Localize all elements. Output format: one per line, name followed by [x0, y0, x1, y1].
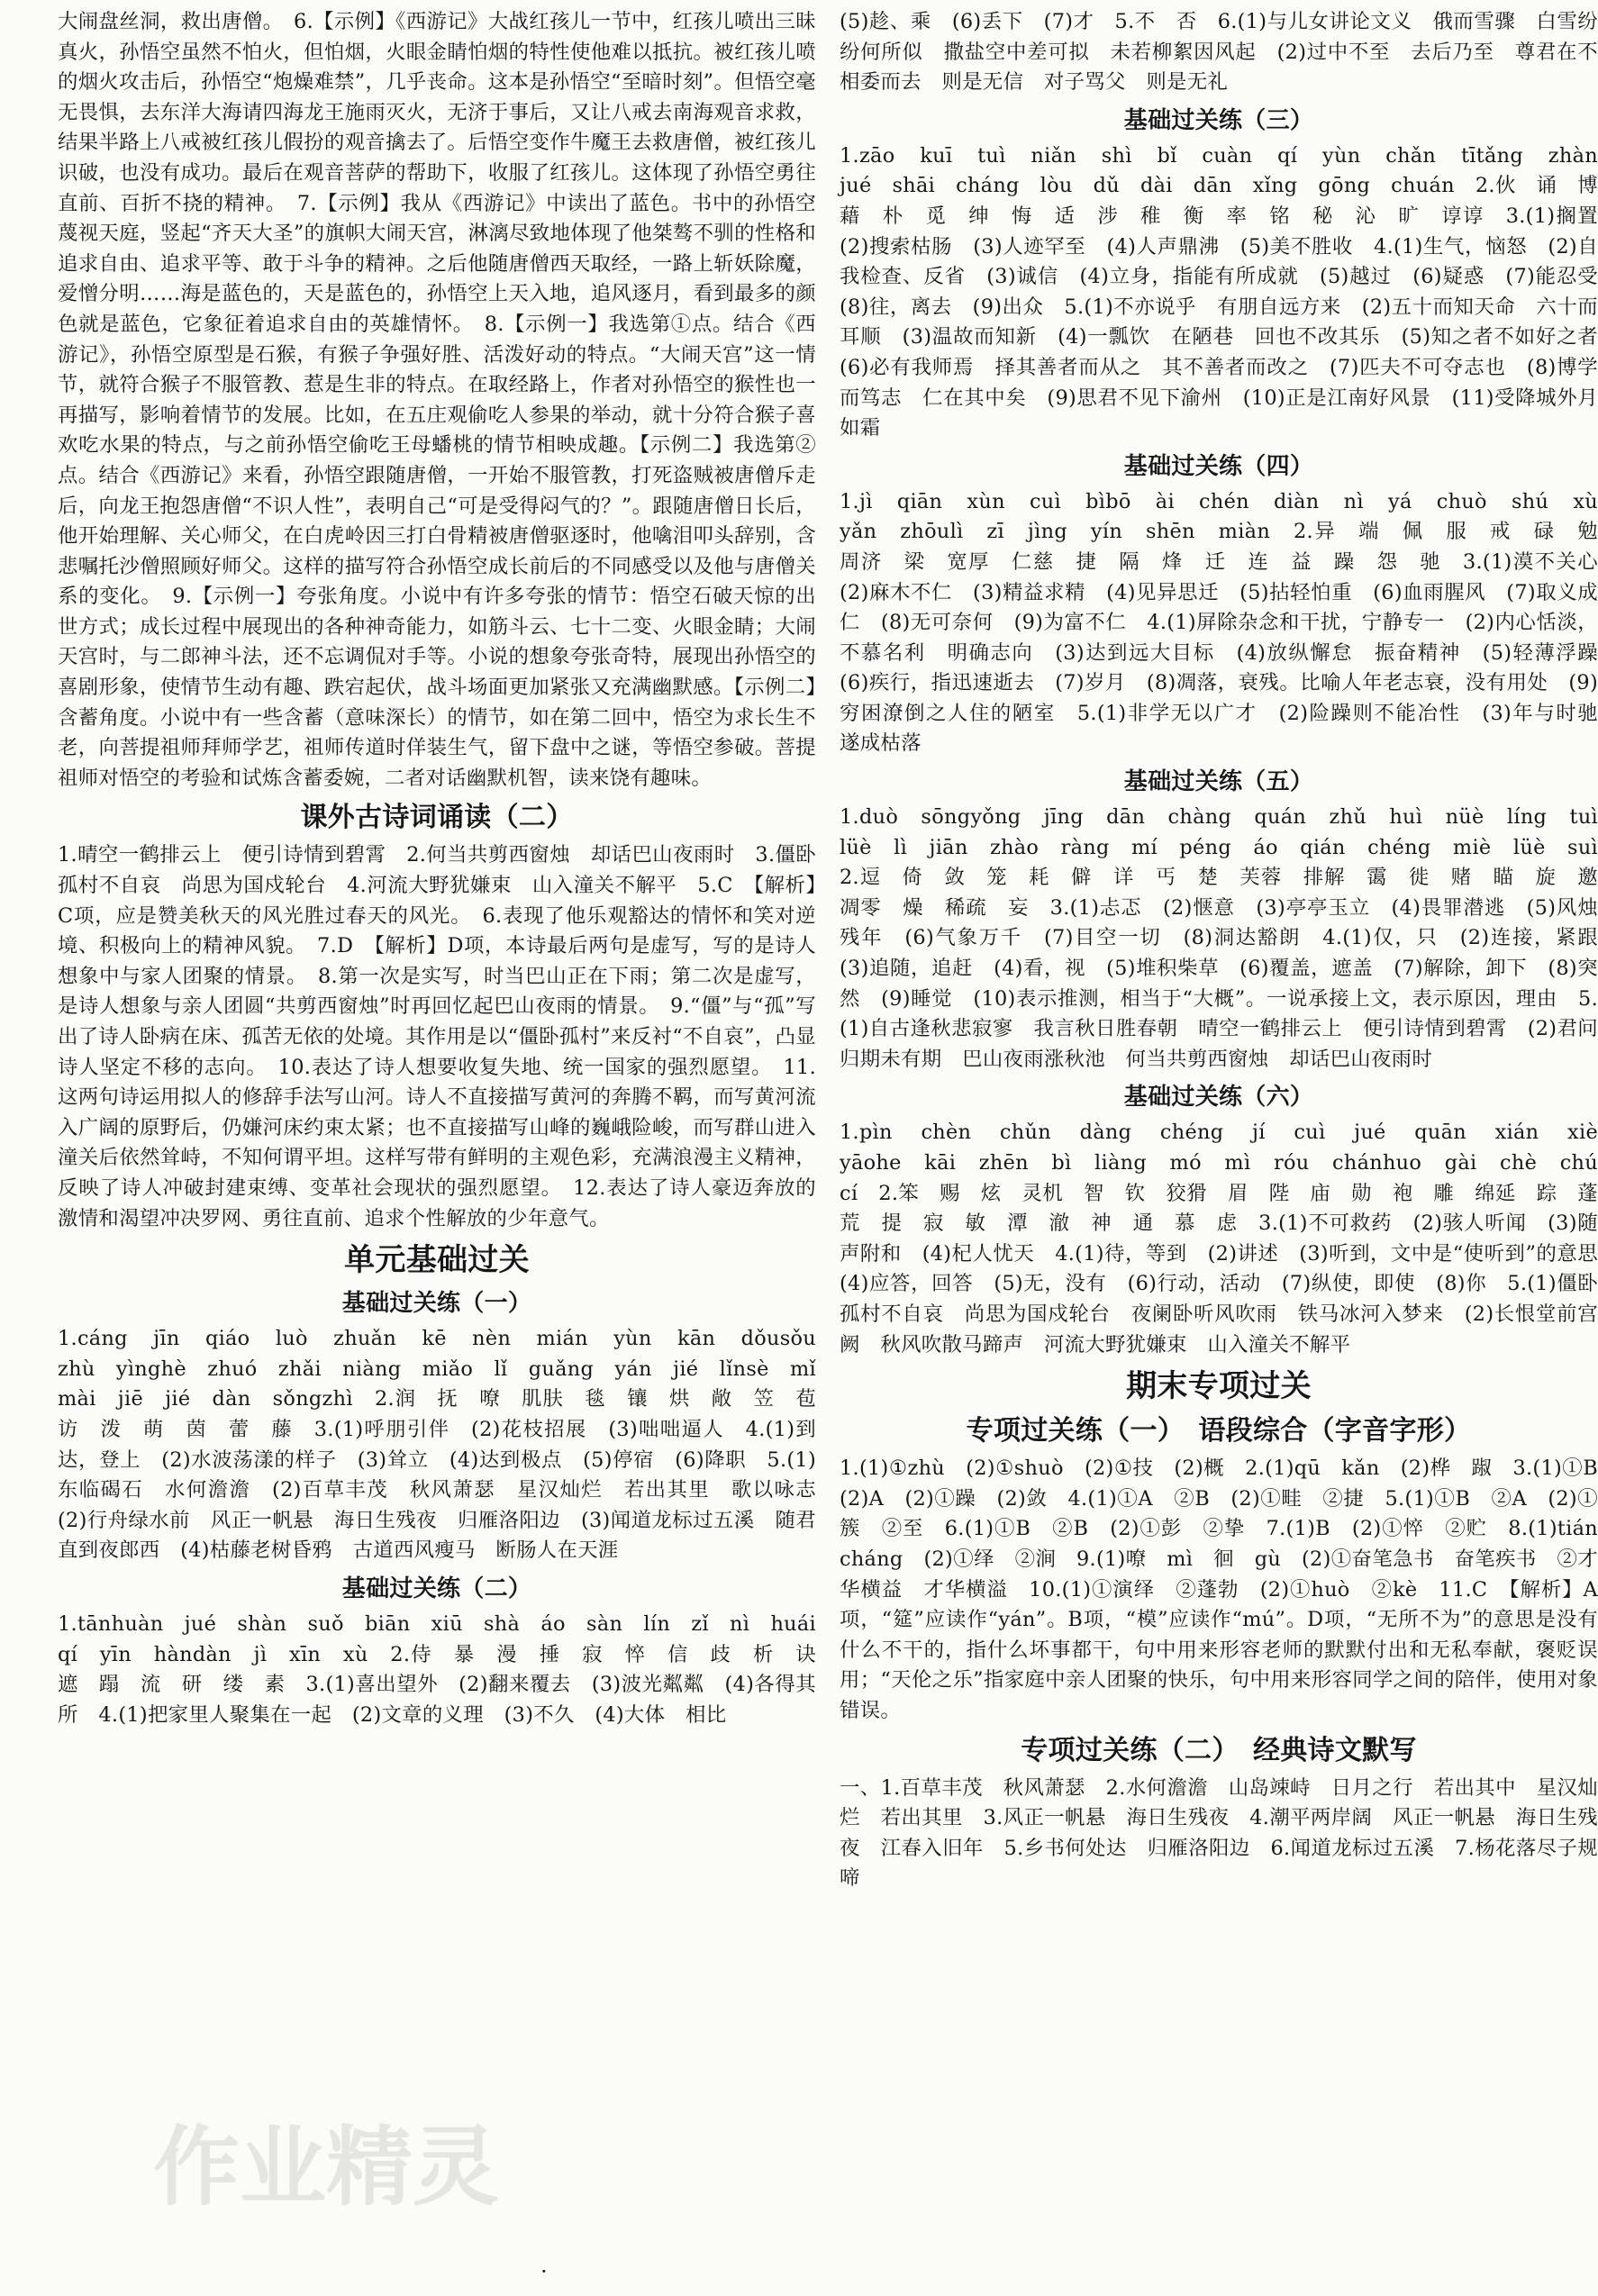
right-paragraph-6: 1.(1)①zhù (2)①shuò (2)①技 (2)概 2.(1)qū kǎn (2)桦 踧 3.(1)①B (2)A (2)①躁 (2)敛 4.(1)①A ②B (2)①畦 ②捷 5.(1)①B ②A (2)①簇 ②至 6.(1)①B ②B (2)①彭 ②挚 7.(1)B (2)①悴 ②贮 8.(1)tián cháng (2)①绎 ②涧 9.(1)嘹 mì 徊 gù (2)①奋笔急书 奋笔疾书 ②才华横益 才华横溢 10.(1)①演绎 ②蓬勃 (2)①huò ②kè 11.C 【解析】A项，“筵”应读作“yán”。B项，“模”应读作“mú”。D项，“无所不为”的意思是没有什么不干的，指什么坏事都干，句中用来形容老师的默默付出和无私奉献，褒贬误用；“天伦之乐”指家庭中亲人团聚的快乐，句中用来形容同学之间的陪伴，使用对象错误。: [840, 1457, 1598, 1722]
left-column: [58, 7, 837, 2223]
left-paragraph-1: 大闹盘丝洞，救出唐僧。 6.【示例】《西游记》大战红孩儿一节中，红孩儿喷出三昧真火，孙悟空虽然不怕火，但怕烟，火眼金睛怕烟的特性使他难以抵抗。被红孩儿喷的烟火攻击后，孙悟空“炮燥难禁”，几乎丧命。这本是孙悟空“至暗时刻”。但悟空毫无畏惧，去东洋大海请四海龙王施雨灭火，无济于事后，又让八戒去南海观音求救，结果半路上八戒被红孩儿假扮的观音擒去了。后悟空变作牛魔王去救唐僧，被红孩儿识破，也没有成功。最后在观音菩萨的帮助下，收服了红孩儿。这体现了孙悟空勇往直前、百折不挠的精神。 7.【示例】我从《西游记》中读出了蓝色。书中的孙悟空蔑视天庭，竖起“齐天大圣”的旗帜大闹天宫，淋漓尽致地体现了他桀骜不驯的性格和追求自由、追求平等、敢于斗争的精神。之后他随唐僧西天取经，一路上斩妖除魔，爱憎分明……海是蓝色的，天是蓝色的，孙悟空上天入地，追风逐月，看到最多的颜色就是蓝色，它象征着追求自由的英雄情怀。 8.【示例一】我选第①点。结合《西游记》，孙悟空原型是石猴，有猴子争强好胜、活泼好动的特点。“大闹天宫”这一情节，就符合猴子不服管教、惹是生非的特点。在取经路上，作者对孙悟空的猴性也一再描写，影响着情节的发展。比如，在五庄观偷吃人参果的举动，就十分符合猴子喜欢吃水果的特点，与之前孙悟空偷吃王母蟠桃的情节相映成趣。【示例二】我选第②点。结合《西游记》来看，孙悟空跟随唐僧，一开始不服管教，打死盗贼被唐僧斥走后，向龙王抱怨唐僧“不识人性”，表明自己“可是受得闷气的？”。跟随唐僧日长后，他开始理解、关心师父，在白虎岭因三打白骨精被唐僧驱逐时，他噙泪叩头辞别，含悲嘱托沙僧照顾好师父。这样的描写符合孙悟空成长前后的不同感受以及他与唐僧关系的变化。 9.【示例一】夸张角度。小说中有许多夸张的情节：悟空石破天惊的出世方式；成长过程中展现出的各种神奇能力，如筋斗云、七十二变、火眼金睛；大闹天宫时，与二郎神斗法，还不忘调侃对手等。小说的想象夸张奇特，展现出孙悟空的喜剧形象，使情节生动有趣、跌宕起伏，战斗场面更加紧张又充满幽默感。【示例二】含蓄角度。小说中有一些含蓄（意味深长）的情节，如在第二回中，悟空为求长生不老，向菩提祖师拜师学艺，祖师传道时佯装生气，留下盘中之谜，等悟空参破。菩提祖师对悟空的考验和试炼含蓄委婉，二者对话幽默机智，读来饶有趣味。: [58, 10, 816, 790]
section-title-basic-5: 基础过关练（五）: [1123, 768, 1314, 796]
right-paragraph-4: 1.duò sōngyǒng jīng dān chàng quán zhǔ huì nüè líng tuì lüè lì jiān zhào ràng mí péng áo qián chéng miè lüè suì 2.逗 倚 敛 笼 耗 僻 详 丐 楚 芙蓉 排解 霭 徙 赌 瞄 旋 邀 凋零 燥 稀疏 妄 3.(1)忐忑 (2)惬意 (3)亭亭玉立 (4)畏罪潜逃 (5)风烛残年 (6)气象万千 (7)目空一切 (8)洞达豁朗 4.(1)仅，只 (2)连接，紧跟 (3)追随，追赶 (4)看，视 (5)堆积柴草 (6)覆盖，遮盖 (7)解除，卸下 (8)突然 (9)睡觉 (10)表示推测，相当于“大概”。一说承接上文，表示原因，理由 5.(1)自古逢秋悲寂寥 我言秋日胜春朝 晴空一鹤排云上 便引诗情到碧霄 (2)君问归期未有期 巴山夜雨涨秋池 何当共剪西窗烛 却话巴山夜雨时: [840, 805, 1598, 1071]
section-title-unit: 单元基础过关: [344, 1242, 530, 1279]
section-title-basic-4: 基础过关练（四）: [1123, 452, 1314, 480]
right-paragraph-5: 1.pìn chèn chǔn dàng chéng jí cuì jué quān xián xiè yāohe kāi zhēn bì liàng mó mì róu chánhuo gài chè chú cí 2.笨 赐 炫 灵机 智 钦 狡猾 眉 陛 庙 勋 袍 雕 绵延 踪 蓬 荒 提 寂 敏 潭 澈 神 通 慕 虑 3.(1)不可救药 (2)骇人听闻 (3)随声附和 (4)杞人忧天 4.(1)待，等到 (2)讲述 (3)听到，文中是“使听到”的意思 (4)应答，回答 (5)无，没有 (6)行动，活动 (7)纵使，即使 (8)你 5.(1)僵卧孤村不自哀 尚思为国戍轮台 夜阑卧听风吹雨 铁马冰河入梦来 (2)长恨堂前宫阙 秋风吹散马蹄声 河流大野犹嫌束 山入潼关不解平: [840, 1121, 1598, 1357]
watermark-bottom: 作业精灵: [153, 2117, 499, 2218]
section-title-basic-1: 基础过关练（一）: [341, 1290, 532, 1318]
left-paragraph-3: 1.cáng jīn qiáo luò zhuǎn kē nèn mián yùn kān dǒusǒu zhù yìnghè zhuó zhǎi niàng miǎo lǐ guǎng yán jié lǐnsè mǐ mài jiē jié dàn sǒngzhì 2.润 抚 嘹 肌肤 毯 镶 烘 敞 笠 苞 访 泼 萌 茵 蕾 藤 3.(1)呼朋引伴 (2)花枝招展 (3)咄咄逼人 4.(1)到达，登上 (2)水波荡漾的样子 (3)耸立 (4)达到极点 (5)停宿 (6)降职 5.(1)东临碣石 水何澹澹 (2)百草丰茂 秋风萧瑟 星汉灿烂 若出其里 歌以咏志 (2)行舟绿水前 风正一帆悬 海日生残夜 归雁洛阳边 (3)闻道龙标过五溪 随君直到夜郎西 (4)枯藤老树昏鸦 古道西风瘦马 断肠人在天涯: [58, 1327, 837, 1563]
right-paragraph-1: (5)趁、乘 (6)丢下 (7)才 5.不 否 6.(1)与儿女讲论文义 俄而雪骤 白雪纷纷何所似 撒盐空中差可拟 未若柳絮因风起 (2)过中不至 去后乃至 尊君在不 相委而去 则是无信 对子骂父 则是无礼: [840, 10, 1598, 95]
section-title-final: 期末专项过关: [1126, 1368, 1312, 1405]
section-title-special-2: 专项过关练（二） 经典诗文默写: [1021, 1734, 1417, 1766]
right-column: [840, 7, 1598, 2223]
left-paragraph-2: 1.晴空一鹤排云上 便引诗情到碧霄 2.何当共剪西窗烛 却话巴山夜雨时 3.僵卧孤村不自哀 尚思为国戍轮台 4.河流大野犹嫌束 山入潼关不解平 5.C 【解析】C项，应是赞美秋天的风光胜过春天的风光。 6.表现了他乐观豁达的情怀和笑对逆境、积极向上的精神风貌。 7.D 【解析】D项，本诗最后两句是虚写，写的是诗人想象中与家人团聚的情景。 8.第一次是实写，时当巴山正在下雨；第二次是虚写，是诗人想象与亲人团圆“共剪西窗烛”时再回忆起巴山夜雨的情景。 9.“僵”与“孤”写出了诗人卧病在床、孤苦无依的处境。其作用是以“僵卧孤村”来反衬“不自哀”，凸显诗人坚定不移的志向。 10.表达了诗人想要收复失地、统一国家的强烈愿望。 11.这两句诗运用拟人的修辞手法写山河。诗人不直接描写黄河的奔腾不羁，而写黄河流入广阔的原野后，仍嫌河床约束太紧；也不直接描写山峰的巍峨险峻，而写群山进入潼关后依然耸峙，不知何谓平坦。这样写带有鲜明的主观色彩，充满浪漫主义精神，反映了诗人冲破封建束缚、变革社会现状的强烈愿望。 12.表达了诗人豪迈奔放的激情和渴望冲决罗网、勇往直前、追求个性解放的少年意气。: [58, 843, 816, 1230]
right-paragraph-2: 1.zāo kuī tuì niǎn shì bǐ cuàn qí yùn chǎn tītǎng zhàn jué shāi cháng lòu dǔ dài dān xǐng gōng chuán 2.伙 诵 博 藉 朴 觅 绅 悔 适 涉 稚 衡 率 铭 秘 沁 旷 谆谆 3.(1)搁置 (2)搜索枯肠 (3)人迹罕至 (4)人声鼎沸 (5)美不胜收 4.(1)生气，恼怒 (2)自我检查、反省 (3)诚信 (4)立身，指能有所成就 (5)越过 (6)疑惑 (7)能忍受 (8)往，离去 (9)出众 5.(1)不亦说乎 有朋自远方来 (2)五十而知天命 六十而耳顺 (3)温故而知新 (4)一瓢饮 在陋巷 回也不改其乐 (5)知之者不如好之者 (6)必有我师焉 择其善者而从之 其不善者而改之 (7)匹夫不可夺志也 (8)博学而笃志 仁在其中矣 (9)思君不见下渝州 (10)正是江南好风景 (11)受降城外月如霜: [840, 143, 1598, 440]
page-mark: ·: [540, 2259, 548, 2284]
section-title-poems: 课外古诗词诵读（二）: [300, 802, 574, 834]
section-title-basic-6: 基础过关练（六）: [1123, 1084, 1314, 1112]
section-title-special-1: 专项过关练（一） 语段综合（字音字形）: [966, 1415, 1472, 1447]
section-title-basic-2: 基础过关练（二）: [341, 1575, 532, 1602]
right-paragraph-3: 1.jì qiān xùn cuì bìbō ài chén diàn nì yá chuò shú xù yǎn zhōulì zī jìng yín shēn miàn 2.异 端 佩 服 戒 碌 勉 周济 梁 宽厚 仁慈 捷 隔 烽 迁 连 益 躁 怨 驰 3.(1)漠不关心 (2)麻木不仁 (3)精益求精 (4)见异思迁 (5)拈轻怕重 (6)血雨腥风 (7)取义成仁 (8)无可奈何 (9)为富不仁 4.(1)屏除杂念和干扰，宁静专一 (2)内心恬淡，不慕名利 明确志向 (3)达到远大目标 (4)放纵懈怠 振奋精神 (5)轻薄浮躁 (6)疾行，指迅速逝去 (7)岁月 (8)凋落，衰残。比喻人年老志衰，没有用处 (9)穷困潦倒之人住的陋室 5.(1)非学无以广才 (2)险躁则不能冶性 (3)年与时驰 遂成枯落: [840, 489, 1598, 756]
section-title-basic-3: 基础过关练（三）: [1123, 106, 1314, 134]
right-paragraph-7: 一、1.百草丰茂 秋风萧瑟 2.水何澹澹 山岛竦峙 日月之行 若出其中 星汉灿烂 若出其里 3.风正一帆悬 海日生残夜 4.潮平两岸阔 风正一帆悬 海日生残夜 江春入旧年 5.乡书何处达 归雁洛阳边 6.闻道龙标过五溪 7.杨花落尽子规啼: [840, 1775, 1598, 1891]
left-paragraph-4: 1.tānhuàn jué shàn suǒ biān xiū shà áo sàn lín zǐ nì huái qí yīn hàndàn jì xīn xù 2.侍 暴 漫 捶 寂 悴 信 歧 析 诀 遮 蹋 流 研 缕 素 3.(1)喜出望外 (2)翻来覆去 (3)波光粼粼 (4)各得其所 4.(1)把家里人聚集在一起 (2)文章的义理 (3)不久 (4)大体 相比: [58, 1611, 837, 1727]
